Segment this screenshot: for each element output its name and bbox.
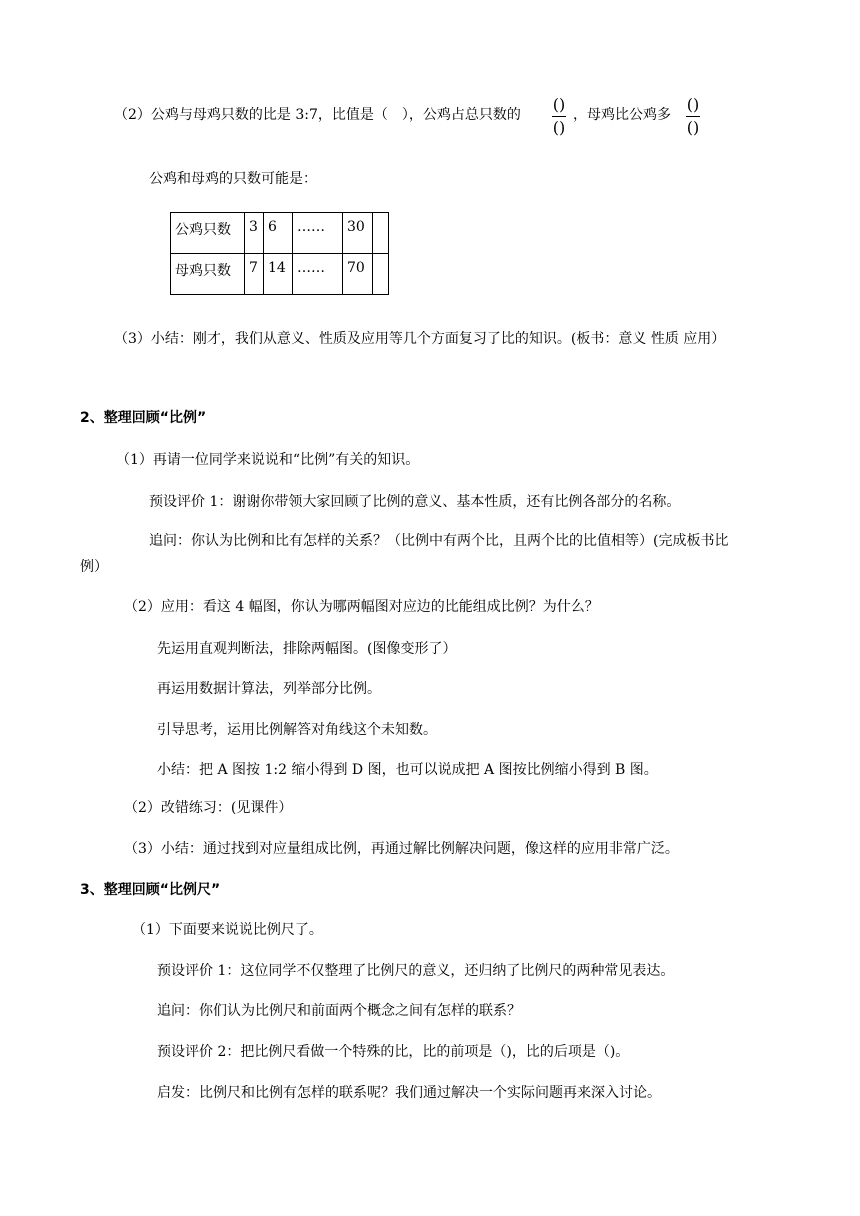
section-heading-proportion: 2、整理回顾“比例” — [80, 410, 207, 426]
paragraph-line: 追问：你认为比例和比有怎样的关系？（比例中有两个比，且两个比的比值相等）(完成板书比 — [149, 533, 729, 549]
paragraph-line: 预设评价 2：把比例尺看做一个特殊的比，比的前项是（)，比的后项是（)。 — [157, 1044, 630, 1060]
table-cell: 14 — [264, 254, 293, 295]
paragraph-line: 再运用数据计算法，列举部分比例。 — [157, 681, 381, 697]
table-cell: 30 — [343, 213, 373, 254]
ratio-question-continuation — [573, 105, 671, 125]
ratio-question-mid-text: ，母鸡比公鸡多 — [573, 107, 671, 123]
table-cell: 3 — [245, 213, 264, 254]
paragraph-line: 先运用直观判断法，排除两幅图。(图像变形了） — [157, 641, 457, 657]
fraction-blank-2 — [683, 96, 703, 137]
table-cell — [373, 213, 389, 254]
table-cell: …… — [293, 213, 343, 254]
table-cell: …… — [293, 254, 343, 295]
table-cell — [373, 254, 389, 295]
ratio-question-line — [114, 105, 521, 125]
fraction-denominator: () — [552, 118, 566, 137]
table-cell: 公鸡只数 — [171, 213, 245, 254]
possible-counts-line: 公鸡和母鸡的只数可能是： — [149, 171, 317, 187]
chicken-count-table — [170, 212, 389, 295]
paragraph-line: 引导思考，运用比例解答对角线这个未知数。 — [157, 722, 437, 738]
paragraph-line: 启发：比例尺和比例有怎样的联系呢？我们通过解决一个实际问题再来深入讨论。 — [157, 1085, 661, 1101]
paragraph-line: （1）下面要来说说比例尺了。 — [132, 922, 323, 938]
section-heading-scale: 3、整理回顾“比例尺” — [80, 882, 221, 898]
fraction-bar — [552, 116, 566, 117]
table-cell: 6 — [264, 213, 293, 254]
summary-line: （3）小结：刚才，我们从意义、性质及应用等几个方面复习了比的知识。(板书：意义 性质 应用） — [114, 331, 726, 347]
paragraph-line: 小结：把 A 图按 1:2 缩小得到 D 图，也可以说成把 A 图按比例缩小得到 B 图。 — [157, 762, 658, 778]
paragraph-line: （3）小结：通过找到对应量组成比例，再通过解比例解决问题，像这样的应用非常广泛。 — [124, 841, 679, 857]
fraction-bar — [686, 116, 700, 117]
table-row — [171, 254, 389, 295]
paragraph-line: 例） — [80, 559, 108, 575]
fraction-denominator: () — [686, 118, 700, 137]
table-cell: 7 — [245, 254, 264, 295]
paragraph-line: （2）应用：看这 4 幅图，你认为哪两幅图对应边的比能组成比例？为什么？ — [124, 599, 599, 615]
table-cell: 70 — [343, 254, 373, 295]
fraction-numerator: () — [552, 95, 566, 114]
paragraph-line: 预设评价 1：这位同学不仅整理了比例尺的意义，还归纳了比例尺的两种常见表达。 — [157, 963, 675, 979]
paragraph-line: （2）改错练习：(见课件） — [124, 800, 293, 816]
paragraph-line: （1）再请一位同学来说说和“比例”有关的知识。 — [116, 452, 420, 468]
paragraph-line: 预设评价 1：谢谢你带领大家回顾了比例的意义、基本性质，还有比例各部分的名称。 — [149, 494, 681, 510]
fraction-numerator: () — [686, 95, 700, 114]
fraction-blank-1 — [549, 96, 569, 137]
table-cell: 母鸡只数 — [171, 254, 245, 295]
table-row — [171, 213, 389, 254]
paragraph-line: 追问：你们认为比例尺和前面两个概念之间有怎样的联系？ — [157, 1003, 521, 1019]
ratio-question-text: （2）公鸡与母鸡只数的比是 3:7，比值是（ ），公鸡占总只数的 — [114, 107, 521, 123]
